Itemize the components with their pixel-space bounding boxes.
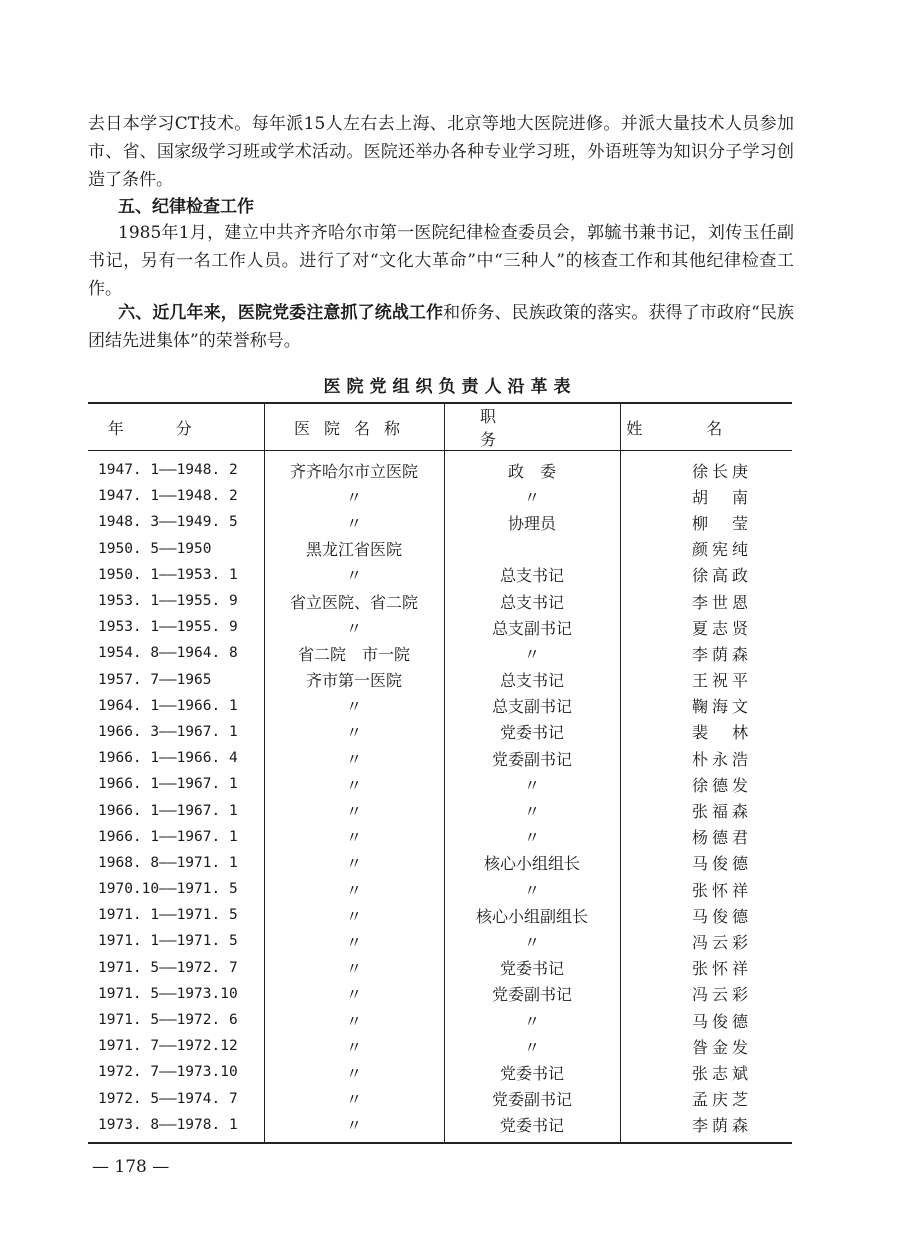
cell-name: 张福森 [620, 797, 792, 823]
table-row [88, 614, 792, 640]
cell-name: 张志斌 [620, 1059, 792, 1085]
cell-name: 冯云彩 [620, 928, 792, 954]
cell-hospital: 〃 [264, 1112, 444, 1143]
table-row [88, 693, 792, 719]
cell-year: 1966. 1——1967. 1 [98, 776, 238, 793]
cell-hospital: 〃 [264, 955, 444, 981]
cell-year: 1948. 3——1949. 5 [98, 514, 238, 531]
cell-title: 总支副书记 [444, 693, 620, 719]
cell-hospital: 〃 [264, 483, 444, 509]
cell-name: 孟庆芝 [620, 1086, 792, 1112]
cell-title: 〃 [444, 1007, 620, 1033]
cell-year: 1950. 5——1950 [98, 540, 212, 557]
cell-title: 核心小组组长 [444, 850, 620, 876]
cell-hospital: 〃 [264, 797, 444, 823]
cell-year: 1947. 1——1948. 2 [98, 462, 238, 479]
table-row [88, 483, 792, 509]
table-row [88, 588, 792, 614]
paragraph-united-front [88, 299, 794, 355]
paragraph-united-front-text: 和侨务、民族政策的落实。获得了市政府“民族团结先进集体”的荣誉称号。 [88, 303, 794, 351]
cell-year: 1971. 1——1971. 5 [98, 933, 238, 950]
paragraph-discipline [88, 219, 794, 303]
table-row [88, 640, 792, 666]
cell-title: 党委书记 [444, 1112, 620, 1143]
cell-title: 〃 [444, 824, 620, 850]
table-row [88, 1007, 792, 1033]
cell-hospital: 省二院 市一院 [264, 640, 444, 666]
cell-hospital: 〃 [264, 928, 444, 954]
cell-name: 朴永浩 [620, 745, 792, 771]
cell-name: 胡 南 [620, 483, 792, 509]
cell-title: 〃 [444, 483, 620, 509]
cell-year: 1964. 1——1966. 1 [98, 697, 238, 714]
cell-hospital: 〃 [264, 1086, 444, 1112]
cell-name: 李世恩 [620, 588, 792, 614]
cell-title: 〃 [444, 1033, 620, 1059]
cell-year: 1970.10——1971. 5 [98, 881, 238, 898]
header-year: 年分 [88, 403, 264, 451]
cell-year: 1971. 5——1973.10 [98, 985, 238, 1002]
cell-hospital: 〃 [264, 562, 444, 588]
cell-name: 夏志贤 [620, 614, 792, 640]
cell-year: 1966. 1——1967. 1 [98, 828, 238, 845]
cell-name: 冯云彩 [620, 981, 792, 1007]
table-row [88, 451, 792, 484]
cell-hospital: 〃 [264, 693, 444, 719]
section-heading-discipline: 五、纪律检查工作 [118, 197, 254, 217]
cell-name: 马俊德 [620, 1007, 792, 1033]
cell-year: 1966. 1——1967. 1 [98, 802, 238, 819]
cell-hospital: 〃 [264, 1033, 444, 1059]
header-hospital: 医院名称 [264, 403, 444, 451]
cell-name: 裴 林 [620, 719, 792, 745]
cell-title: 总支书记 [444, 562, 620, 588]
cell-title: 政 委 [444, 451, 620, 484]
cell-title: 党委书记 [444, 955, 620, 981]
cell-hospital: 齐齐哈尔市立医院 [264, 451, 444, 484]
cell-hospital: 〃 [264, 902, 444, 928]
table-row [88, 955, 792, 981]
header-title: 职务 [444, 403, 620, 451]
cell-title: 〃 [444, 771, 620, 797]
cell-hospital: 〃 [264, 876, 444, 902]
cell-title: 党委书记 [444, 719, 620, 745]
cell-hospital: 省立医院、省二院 [264, 588, 444, 614]
cell-hospital: 〃 [264, 981, 444, 1007]
table-title: 医院党组织负责人沿革表 [323, 377, 577, 397]
table-row [88, 850, 792, 876]
cell-title: 党委副书记 [444, 981, 620, 1007]
party-leaders-history-table [88, 402, 792, 1144]
cell-year: 1971. 5——1972. 6 [98, 1012, 238, 1029]
cell-name: 李荫森 [620, 1112, 792, 1143]
cell-year: 1972. 7——1973.10 [98, 1064, 238, 1081]
cell-hospital: 〃 [264, 614, 444, 640]
cell-year: 1953. 1——1955. 9 [98, 593, 238, 610]
cell-name: 李荫森 [620, 640, 792, 666]
cell-hospital: 〃 [264, 1007, 444, 1033]
header-name: 姓名 [620, 403, 792, 451]
cell-year: 1953. 1——1955. 9 [98, 619, 238, 636]
cell-name: 柳 莹 [620, 509, 792, 535]
cell-year: 1947. 1——1948. 2 [98, 488, 238, 505]
cell-hospital: 齐市第一医院 [264, 667, 444, 693]
cell-hospital: 〃 [264, 771, 444, 797]
cell-year: 1971. 1——1971. 5 [98, 907, 238, 924]
cell-year: 1966. 3——1967. 1 [98, 723, 238, 740]
cell-year: 1973. 8——1978. 1 [88, 1112, 264, 1143]
cell-name: 张怀祥 [620, 876, 792, 902]
cell-title: 〃 [444, 876, 620, 902]
table-row [88, 562, 792, 588]
table-row [88, 928, 792, 954]
cell-hospital: 〃 [264, 1059, 444, 1085]
cell-title: 〃 [444, 797, 620, 823]
cell-title: 协理员 [444, 509, 620, 535]
table-row [88, 509, 792, 535]
cell-year: 1966. 1——1966. 4 [98, 750, 238, 767]
cell-title: 总支书记 [444, 588, 620, 614]
table-row [88, 771, 792, 797]
table-header-row [88, 403, 792, 451]
cell-hospital: 〃 [264, 824, 444, 850]
table-row [88, 902, 792, 928]
table-row [88, 667, 792, 693]
cell-name: 杨德君 [620, 824, 792, 850]
cell-hospital: 〃 [264, 509, 444, 535]
cell-title: 核心小组副组长 [444, 902, 620, 928]
table-row [88, 797, 792, 823]
cell-name: 鞠海文 [620, 693, 792, 719]
page-number: — 178 — [92, 1157, 170, 1177]
cell-title [444, 536, 620, 562]
table-row [88, 1033, 792, 1059]
table-row [88, 1086, 792, 1112]
paragraph-united-front-lead: 六、近几年来，医院党委注意抓了统战工作 [118, 303, 444, 323]
cell-name: 马俊德 [620, 850, 792, 876]
cell-year: 1950. 1——1953. 1 [98, 566, 238, 583]
cell-name: 张怀祥 [620, 955, 792, 981]
cell-hospital: 〃 [264, 745, 444, 771]
cell-year: 1968. 8——1971. 1 [98, 854, 238, 871]
cell-name: 马俊德 [620, 902, 792, 928]
cell-year: 1971. 7——1972.12 [98, 1038, 238, 1055]
cell-name: 昝金发 [620, 1033, 792, 1059]
table-row [88, 719, 792, 745]
cell-name: 徐德发 [620, 771, 792, 797]
cell-hospital: 〃 [264, 719, 444, 745]
cell-title: 党委副书记 [444, 745, 620, 771]
cell-title: 〃 [444, 928, 620, 954]
table-row [88, 1059, 792, 1085]
paragraph-discipline-text: 1985年1月，建立中共齐齐哈尔市第一医院纪律检查委员会，郭毓书兼书记，刘传玉任副书记，另有一名工作人员。进行了对“文化大革命”中“三种人”的核查工作和其他纪律检查工作。 [88, 223, 794, 299]
paragraph-training: 去日本学习CT技术。每年派15人左右去上海、北京等地大医院进修。并派大量技术人员参加市、省、国家级学习班或学术活动。医院还举办各种专业学习班，外语班等为知识分子学习创造了条件。 [88, 114, 794, 190]
table-row [88, 981, 792, 1007]
cell-year: 1971. 5——1972. 7 [98, 959, 238, 976]
cell-hospital: 黑龙江省医院 [264, 536, 444, 562]
cell-year: 1954. 8——1964. 8 [98, 645, 238, 662]
table-row [88, 824, 792, 850]
cell-name: 颜宪纯 [620, 536, 792, 562]
cell-year: 1972. 5——1974. 7 [98, 1090, 238, 1107]
cell-title: 党委书记 [444, 1059, 620, 1085]
cell-name: 徐长庚 [620, 451, 792, 484]
cell-hospital: 〃 [264, 850, 444, 876]
table-row [88, 876, 792, 902]
table-row [88, 745, 792, 771]
table-row [88, 1112, 792, 1143]
cell-year: 1957. 7——1965 [98, 671, 212, 688]
cell-title: 党委副书记 [444, 1086, 620, 1112]
cell-title: 〃 [444, 640, 620, 666]
cell-title: 总支书记 [444, 667, 620, 693]
table-row [88, 536, 792, 562]
cell-title: 总支副书记 [444, 614, 620, 640]
cell-name: 王祝平 [620, 667, 792, 693]
cell-name: 徐高政 [620, 562, 792, 588]
